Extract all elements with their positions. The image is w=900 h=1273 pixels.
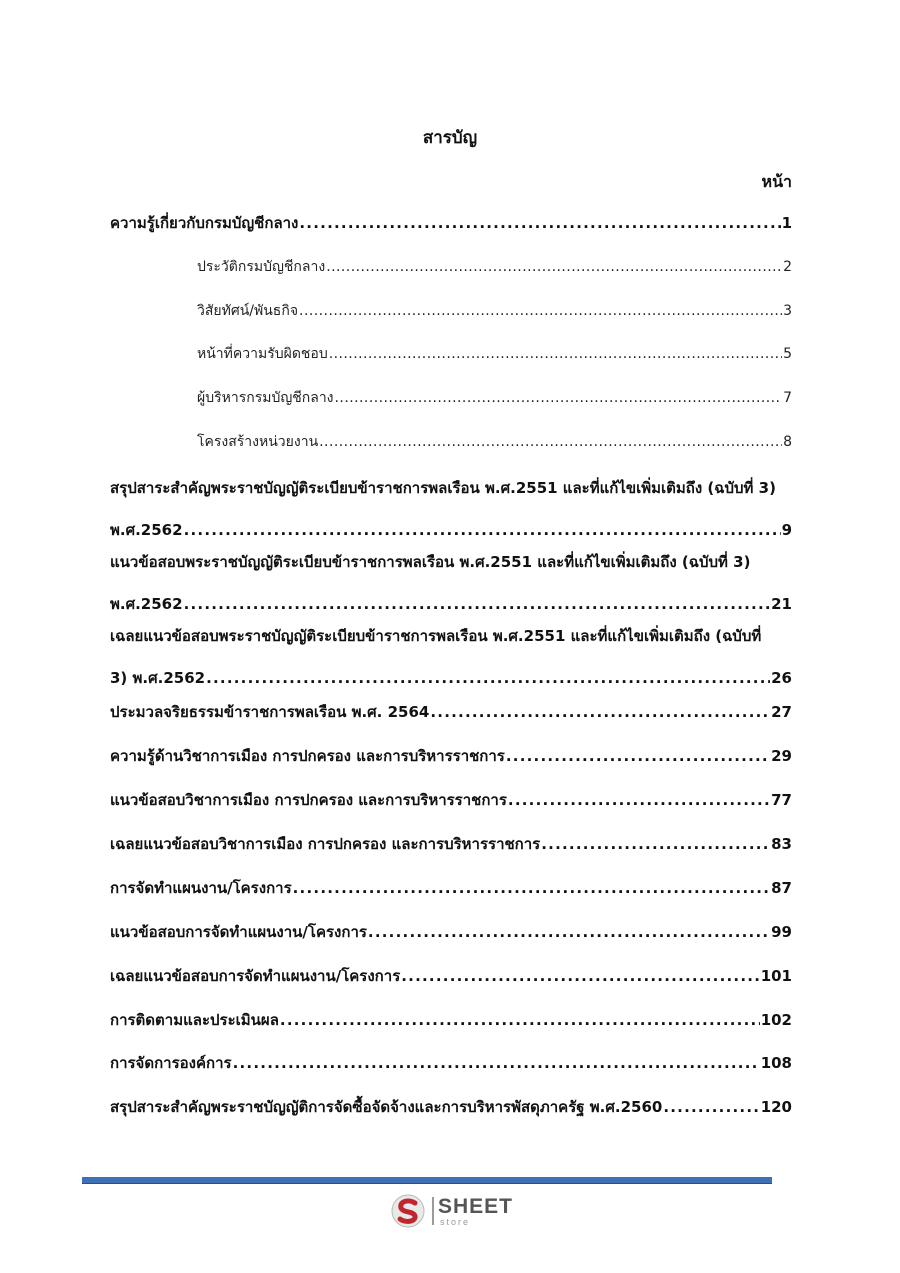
toc-entry-page: 29 [771,747,792,765]
toc-entry[interactable] [110,1085,792,1129]
toc-entry-page: 77 [771,791,792,809]
toc-entry-text: หน้าที่ความรับผิดชอบ [197,346,328,362]
toc-subentry[interactable] [197,332,792,376]
leader-dots [280,998,760,1042]
sheet-store-logo [390,1193,520,1233]
toc-entry-text: แนวข้อสอบการจัดทำแผนงาน/โครงการ [110,923,367,941]
leader-dots [299,201,780,245]
leader-dots [541,822,770,866]
toc-subentry[interactable] [197,289,792,333]
toc-entry-page: 21 [771,595,792,613]
toc-entry-text: การจัดทำแผนงาน/โครงการ [110,879,292,897]
toc-entry[interactable] [110,910,792,954]
toc-entry[interactable] [110,866,792,910]
footer-rule [82,1177,772,1184]
toc-entry-page: 5 [783,346,792,362]
toc-entry-text: เฉลยแนวข้อสอบการจัดทำแผนงาน/โครงการ [110,967,401,985]
leader-dots [319,420,782,464]
toc-entry[interactable] [110,468,792,552]
toc-entry-page: 26 [771,669,792,687]
leader-dots [233,1041,760,1085]
toc-entry-page: 8 [783,434,792,450]
leader-dots [299,289,782,333]
leader-dots [326,245,782,289]
toc-entry-page: 108 [760,1054,792,1072]
toc-entry-text: พ.ศ.2562 [110,521,183,539]
toc-entry[interactable] [110,998,792,1042]
toc-entry-text: พ.ศ.2562 [110,595,183,613]
logo-divider [432,1197,434,1225]
leader-dots [335,376,783,420]
leader-dots [508,778,770,822]
toc-entry-text: ประวัติกรมบัญชีกลาง [197,259,326,275]
toc-entry-page: 3 [783,303,792,319]
toc-entry[interactable] [110,1041,792,1085]
toc-entry-text: สรุปสาระสำคัญพระราชบัญญัติการจัดซื้อจัดจ้างและการบริหารพัสดุภาครัฐ พ.ศ.2560 [110,1098,663,1116]
toc-entry-text: โครงสร้างหน่วยงาน [197,434,319,450]
toc-entry-page: 87 [771,879,792,897]
toc-entry-text: ผู้บริหารกรมบัญชีกลาง [197,390,334,406]
leader-dots [663,1085,759,1129]
toc-entry[interactable] [110,616,792,700]
toc-entry[interactable] [110,954,792,998]
leader-dots [293,866,770,910]
toc-subentry[interactable] [197,376,792,420]
logo-s-icon [390,1193,426,1229]
toc-entry[interactable] [110,690,792,734]
toc-entry-page: 101 [760,967,792,985]
toc-subentry[interactable] [197,420,792,464]
toc-entry[interactable] [110,542,792,626]
toc-entry[interactable] [110,778,792,822]
toc-subentry[interactable] [197,245,792,289]
toc-entry-text: ความรู้เกี่ยวกับกรมบัญชีกลาง [110,214,299,232]
toc-entry-text: 3) พ.ศ.2562 [110,669,206,687]
toc-entry-first-line: เฉลยแนวข้อสอบพระราชบัญญัติระเบียบข้าราชการพลเรือน พ.ศ.2551 และที่แก้ไขเพิ่มเติมถึง (ฉบับที่ [110,627,762,645]
page-column-header: หน้า [761,172,792,191]
toc-entry[interactable] [110,201,792,245]
toc-entry-page: 9 [781,521,792,539]
toc-entry-text: การติดตามและประเมินผล [110,1011,279,1029]
toc-entry-page: 120 [760,1098,792,1116]
toc-entry-first-line: สรุปสาระสำคัญพระราชบัญญัติระเบียบข้าราชการพลเรือน พ.ศ.2551 และที่แก้ไขเพิ่มเติมถึง (ฉบับที่ 3) [110,479,776,497]
toc-entry-text: เฉลยแนวข้อสอบวิชาการเมือง การปกครอง และการบริหารราชการ [110,835,541,853]
toc-entry-page: 102 [760,1011,792,1029]
logo-wordmark: SHEET [438,1195,514,1218]
toc-entry-page: 83 [771,835,792,853]
toc-title: สารบัญ [422,128,478,148]
toc-entry-first-line: แนวข้อสอบพระราชบัญญัติระเบียบข้าราชการพลเรือน พ.ศ.2551 และที่แก้ไขเพิ่มเติมถึง (ฉบับที่ 3) [110,553,751,571]
toc-entry-text: แนวข้อสอบวิชาการเมือง การปกครอง และการบริหารราชการ [110,791,507,809]
toc-entry-page: 27 [771,703,792,721]
toc-entry-text: วิสัยทัศน์/พันธกิจ [197,303,299,319]
toc-entry-page: 1 [781,214,792,232]
leader-dots [401,954,759,998]
toc-entry-page: 2 [783,259,792,275]
leader-dots [368,910,770,954]
logo-subtext: store [440,1217,471,1227]
toc-entry-page: 99 [771,923,792,941]
leader-dots [506,734,770,778]
leader-dots [329,332,782,376]
toc-entry-text: การจัดการองค์การ [110,1054,232,1072]
toc-entry[interactable] [110,734,792,778]
toc-entry-text: ความรู้ด้านวิชาการเมือง การปกครอง และการบริหารราชการ [110,747,505,765]
leader-dots [430,690,770,734]
toc-entry[interactable] [110,822,792,866]
toc-entry-page: 7 [783,390,792,406]
toc-entry-text: ประมวลจริยธรรมข้าราชการพลเรือน พ.ศ. 2564 [110,703,430,721]
